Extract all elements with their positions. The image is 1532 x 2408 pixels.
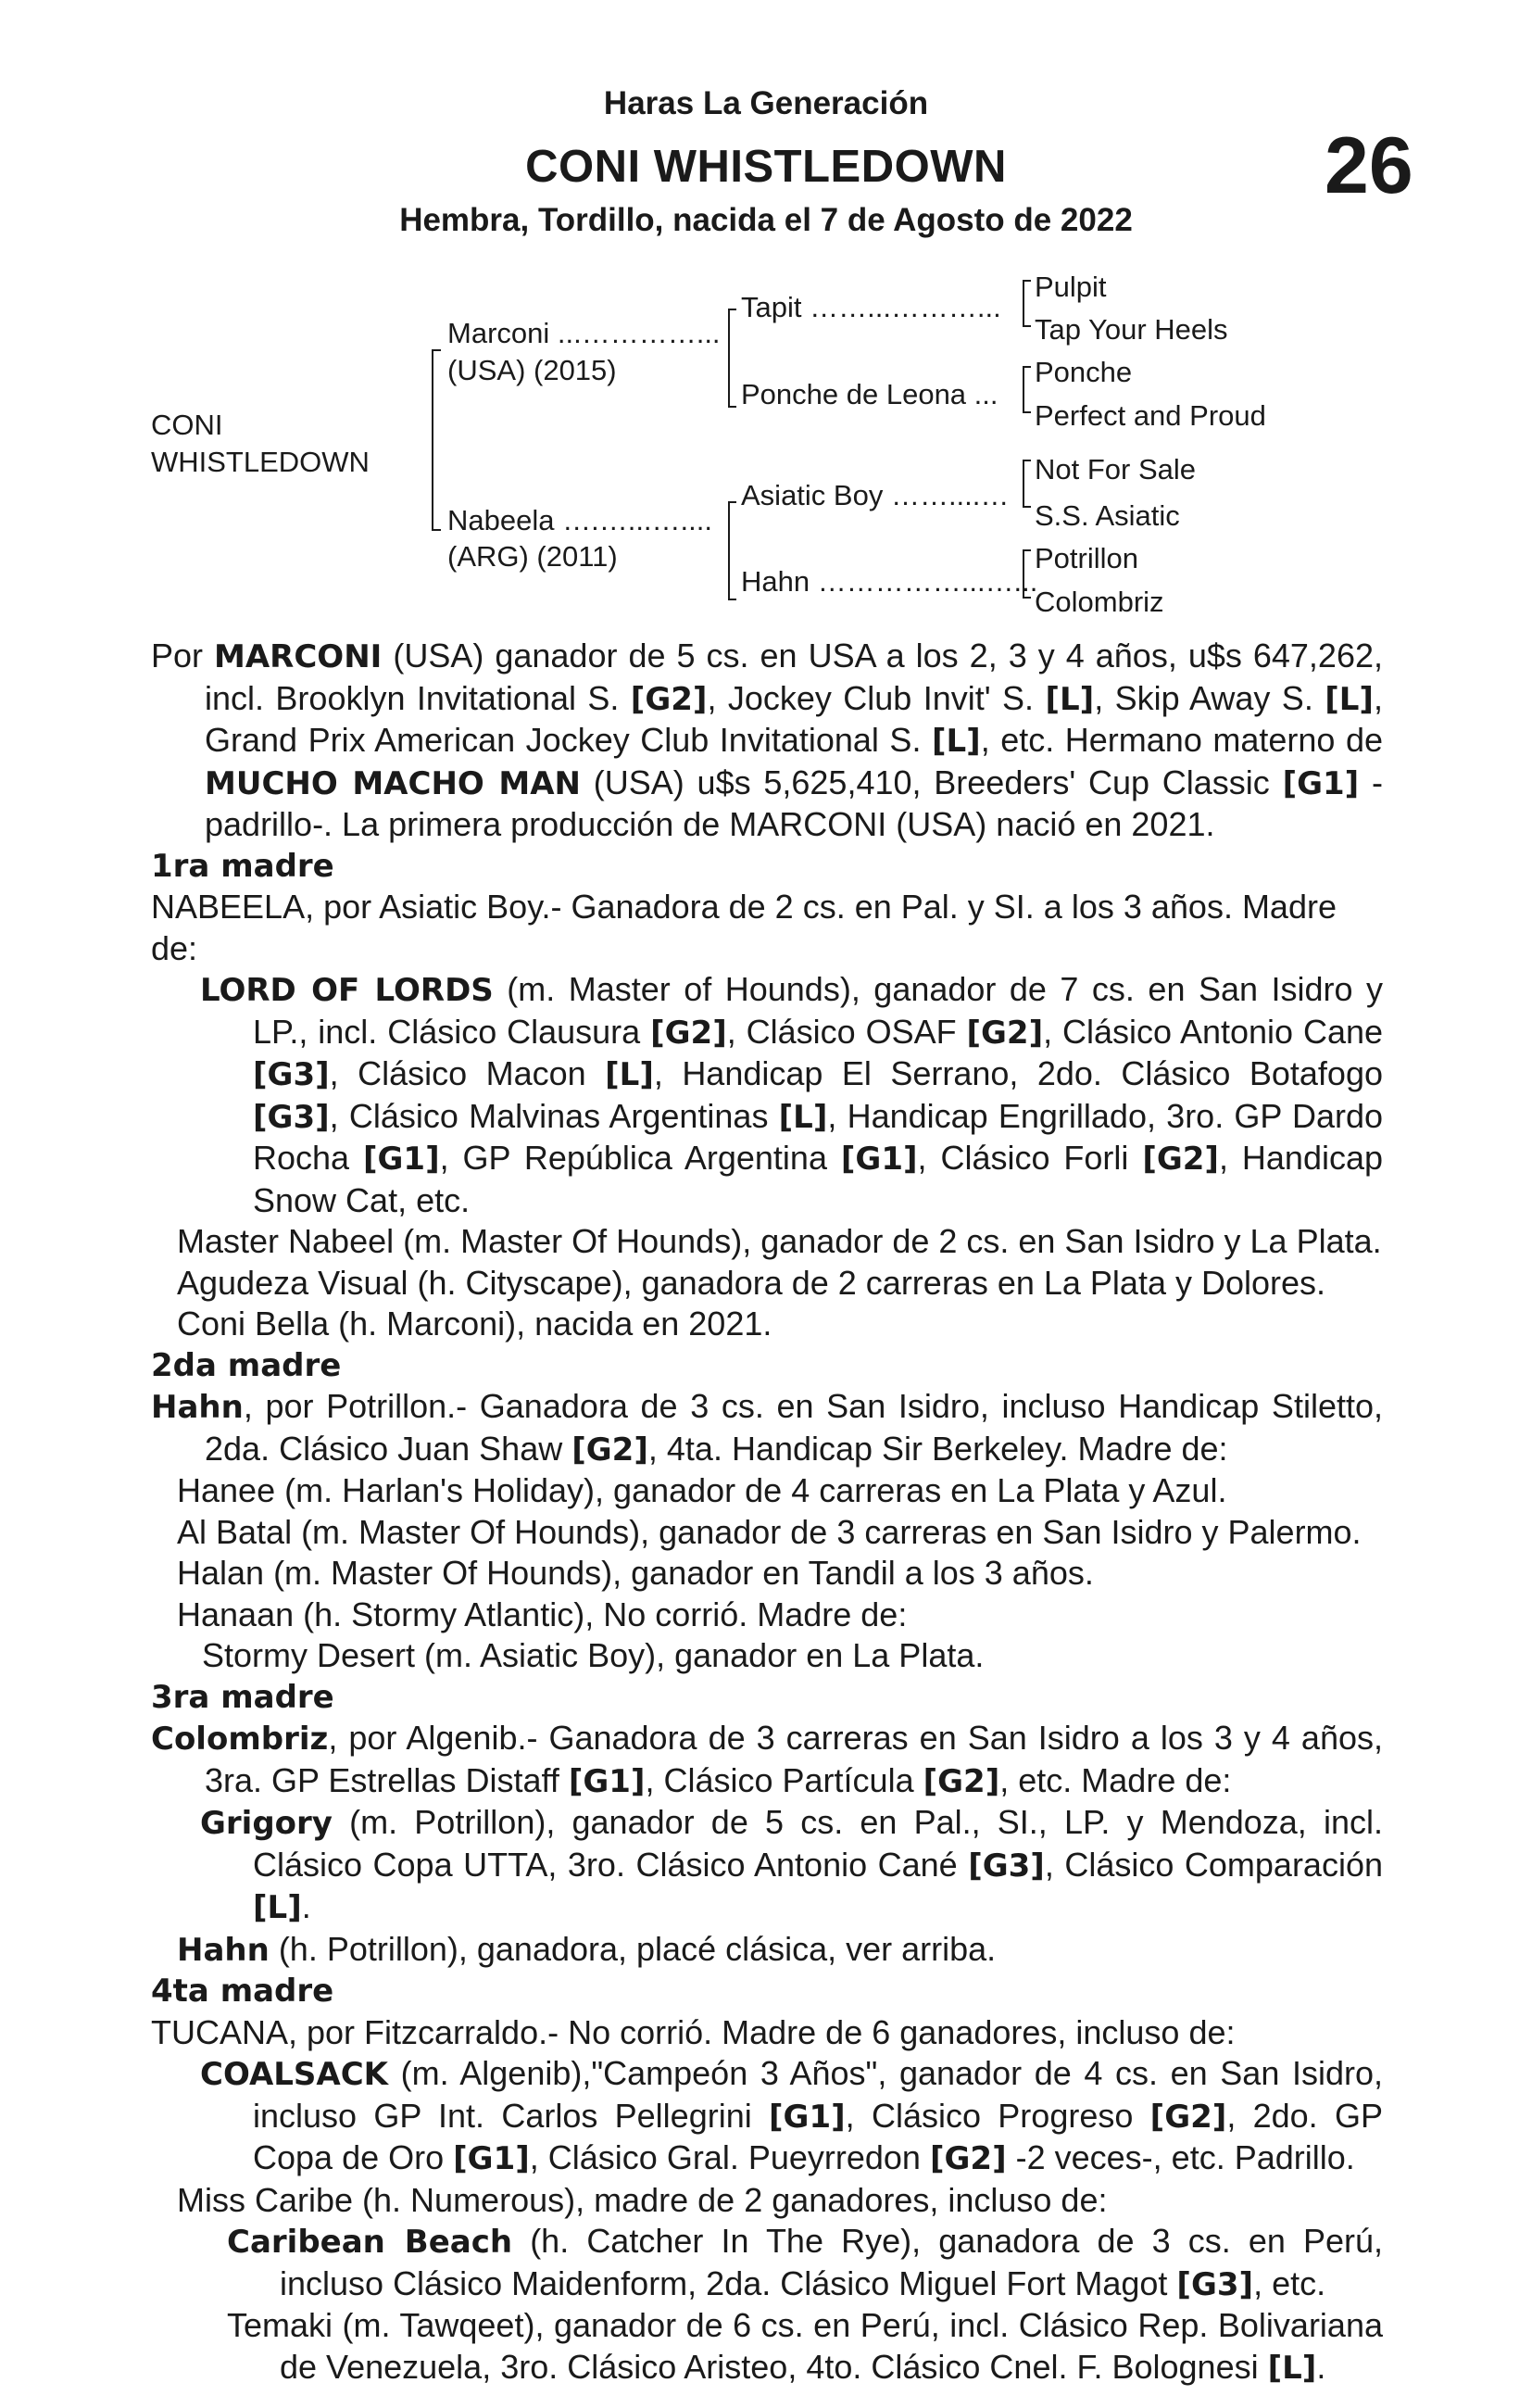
produce-name: LORD OF LORDS (200, 972, 494, 1009)
pedigree-subject-line1: CONI (151, 409, 223, 441)
section-heading-third-dam: 3ra madre (151, 1678, 334, 1716)
pedigree-tick (432, 529, 441, 531)
produce-entry: Hanee (m. Harlan's Holiday), ganador de 4 carreras en La Plata y Azul. (177, 1471, 1227, 1509)
produce-name: Caribean Beach (227, 2224, 513, 2261)
pedigree-dam-sire: Asiatic Boy ……....… (741, 479, 1010, 511)
produce-entry: Al Batal (m. Master Of Hounds), ganador de 3 carreras en San Isidro y Palermo. (177, 1512, 1362, 1551)
sibling-name: MUCHO MACHO MAN (205, 764, 582, 802)
pedigree-tick (728, 599, 736, 600)
pedigree-bracket-ss (1023, 280, 1024, 327)
second-dam-intro: Hahn, por Potrillon.- Ganadora de 3 cs. en San Isidro, incluso Handicap Stiletto, 2da. Clásico Juan Shaw [G2], 4ta. Handicap Sir Berkeley. Madre de: (151, 1387, 1383, 1469)
pedigree-bracket-gen1 (432, 349, 433, 531)
pedigree-dds: Potrillon (1035, 542, 1138, 574)
dam-name: Colombriz (151, 1721, 329, 1758)
produce-entry: Coni Bella (h. Marconi), nacida en 2021. (177, 1305, 772, 1343)
pedigree-tick (1023, 597, 1031, 599)
pedigree-tick (1023, 460, 1031, 461)
section-heading-second-dam: 2da madre (151, 1346, 342, 1384)
section-heading-first-dam: 1ra madre (151, 847, 334, 885)
produce-name: Hahn (177, 1931, 270, 1969)
produce-name: Grigory (200, 1805, 333, 1842)
pedigree-dam-dam: Hahn ……………...…... (741, 565, 1038, 598)
pedigree-dsd: S.S. Asiatic (1035, 499, 1180, 532)
pedigree-tick (432, 349, 441, 351)
pedigree-ssd: Tap Your Heels (1035, 313, 1228, 346)
pedigree-sire: Marconi ...…………... (447, 317, 721, 349)
pedigree-tick (728, 501, 736, 503)
sire-paragraph: Por MARCONI (USA) ganador de 5 cs. en USA a los 2, 3 y 4 años, u$s 647,262, incl. Brooklyn Invitational S. [G2], Jockey Club Invit' S. [L], Skip Away S. [L], Grand Prix American Jockey Club Invitational S. [L], etc. Hermano materno de MUCHO MACHO MAN (USA) u$s 5,625,410, Breeders' Cup Classic [G1] -padrillo-. La primera producción de MARCONI (USA) nació en 2021. (151, 637, 1383, 843)
dam-name: Hahn (151, 1389, 244, 1426)
catalog-body (151, 636, 1383, 2389)
pedigree-bracket-sd (1023, 366, 1024, 413)
pedigree-tick (1023, 280, 1031, 282)
pedigree-tick (1023, 506, 1031, 508)
pedigree-tick (1023, 549, 1031, 551)
produce-entry: Temaki (m. Tawqeet), ganador de 6 cs. en Perú, incl. Clásico Rep. Bolivariana de Venezuela, 3ro. Clásico Aristeo, 4to. Clásico Cnel. F. Bolognesi [L]. (227, 2306, 1383, 2387)
produce-entry: Hahn (h. Potrillon), ganadora, placé clásica, ver arriba. (177, 1929, 997, 1969)
produce-entry: Miss Caribe (h. Numerous), madre de 2 ganadores, incluso de: (177, 2180, 1108, 2219)
pedigree-tick (1023, 411, 1031, 413)
produce-entry: Stormy Desert (m. Asiatic Boy), ganador en La Plata. (202, 1636, 985, 1674)
produce-name: COALSACK (200, 2056, 389, 2093)
pedigree-sss: Pulpit (1035, 271, 1107, 303)
first-dam-intro: NABEELA, por Asiatic Boy.- Ganadora de 2 cs. en Pal. y SI. a los 3 años. Madre de: (151, 888, 1337, 967)
produce-entry: Master Nabeel (m. Master Of Hounds), ganador de 2 cs. en San Isidro y La Plata. (177, 1222, 1382, 1260)
pedigree-bracket-dam (728, 501, 730, 600)
pedigree-tick (728, 406, 736, 408)
pedigree-dss: Not For Sale (1035, 453, 1197, 485)
pedigree-ddd: Colombriz (1035, 586, 1164, 618)
lot-number: 26 (1325, 121, 1413, 210)
fourth-dam-intro: TUCANA, por Fitzcarraldo.- No corrió. Madre de 6 ganadores, incluso de: (151, 2012, 1236, 2051)
pedigree-tick (1023, 366, 1031, 368)
pedigree-sire-dam: Ponche de Leona ... (741, 378, 998, 410)
produce-entry: Grigory (m. Potrillon), ganador de 5 cs. en Pal., SI., LP. y Mendoza, incl. Clásico Copa UTTA, 3ro. Clásico Antonio Cané [G3], Clásico Comparación [L]. (200, 1803, 1383, 1926)
produce-entry: COALSACK (m. Algenib),"Campeón 3 Años", ganador de 4 cs. en San Isidro, incluso GP Int. Carlos Pellegrini [G1], Clásico Progreso [G2], 2do. GP Copa de Oro [G1], Clásico Gral. Pueyrredon [G2] -2 veces-, etc. Padrillo. (200, 2054, 1383, 2177)
pedigree-tick (1023, 325, 1031, 327)
horse-description: Hembra, Tordillo, nacida el 7 de Agosto de 2022 (399, 202, 1133, 238)
pedigree-sire-origin: (USA) (2015) (447, 354, 617, 386)
consignor-name: Haras La Generación (603, 85, 929, 121)
pedigree-bracket-sire (728, 309, 730, 408)
pedigree-tick (728, 309, 736, 310)
pedigree-dam-origin: (ARG) (2011) (447, 540, 618, 573)
produce-entry: Caribean Beach (h. Catcher In The Rye), ganadora de 3 cs. en Perú, incluso Clásico Maidenform, 2da. Clásico Miguel Fort Magot [G3], etc. (227, 2222, 1384, 2303)
section-heading-fourth-dam: 4ta madre (151, 1973, 334, 2010)
pedigree-bracket-ds (1023, 460, 1024, 508)
pedigree-sdd: Perfect and Proud (1035, 399, 1266, 432)
pedigree-subject-line2: WHISTLEDOWN (151, 446, 370, 478)
pedigree-sds: Ponche (1035, 356, 1133, 388)
produce-entry: LORD OF LORDS (m. Master of Hounds), ganador de 7 cs. en San Isidro y LP., incl. Clásico Clausura [G2], Clásico OSAF [G2], Clásico Antonio Cane [G3], Clásico Macon [L], Handicap El Serrano, 2do. Clásico Botafogo [G3], Clásico Malvinas Argentinas [L], Handicap Engrillado, 3ro. GP Dardo Rocha [G1], GP República Argentina [G1], Clásico Forli [G2], Handicap Snow Cat, etc. (200, 970, 1384, 1219)
pedigree-sire-sire: Tapit ……...………... (741, 291, 1001, 323)
produce-entry: Halan (m. Master Of Hounds), ganador en Tandil a los 3 años. (177, 1554, 1094, 1592)
pedigree-dam: Nabeela ….…...….... (447, 504, 712, 536)
produce-entry: Hanaan (h. Stormy Atlantic), No corrió. Madre de: (177, 1595, 908, 1633)
third-dam-intro: Colombriz, por Algenib.- Ganadora de 3 carreras en San Isidro a los 3 y 4 años, 3ra. GP Estrellas Distaff [G1], Clásico Partícula [G2], etc. Madre de: (151, 1719, 1383, 1800)
pedigree-bracket-dd (1023, 549, 1024, 599)
horse-name: CONI WHISTLEDOWN (525, 142, 1007, 192)
sire-name: MARCONI (214, 638, 383, 675)
produce-entry: Agudeza Visual (h. Cityscape), ganadora de 2 carreras en La Plata y Dolores. (177, 1263, 1326, 1302)
